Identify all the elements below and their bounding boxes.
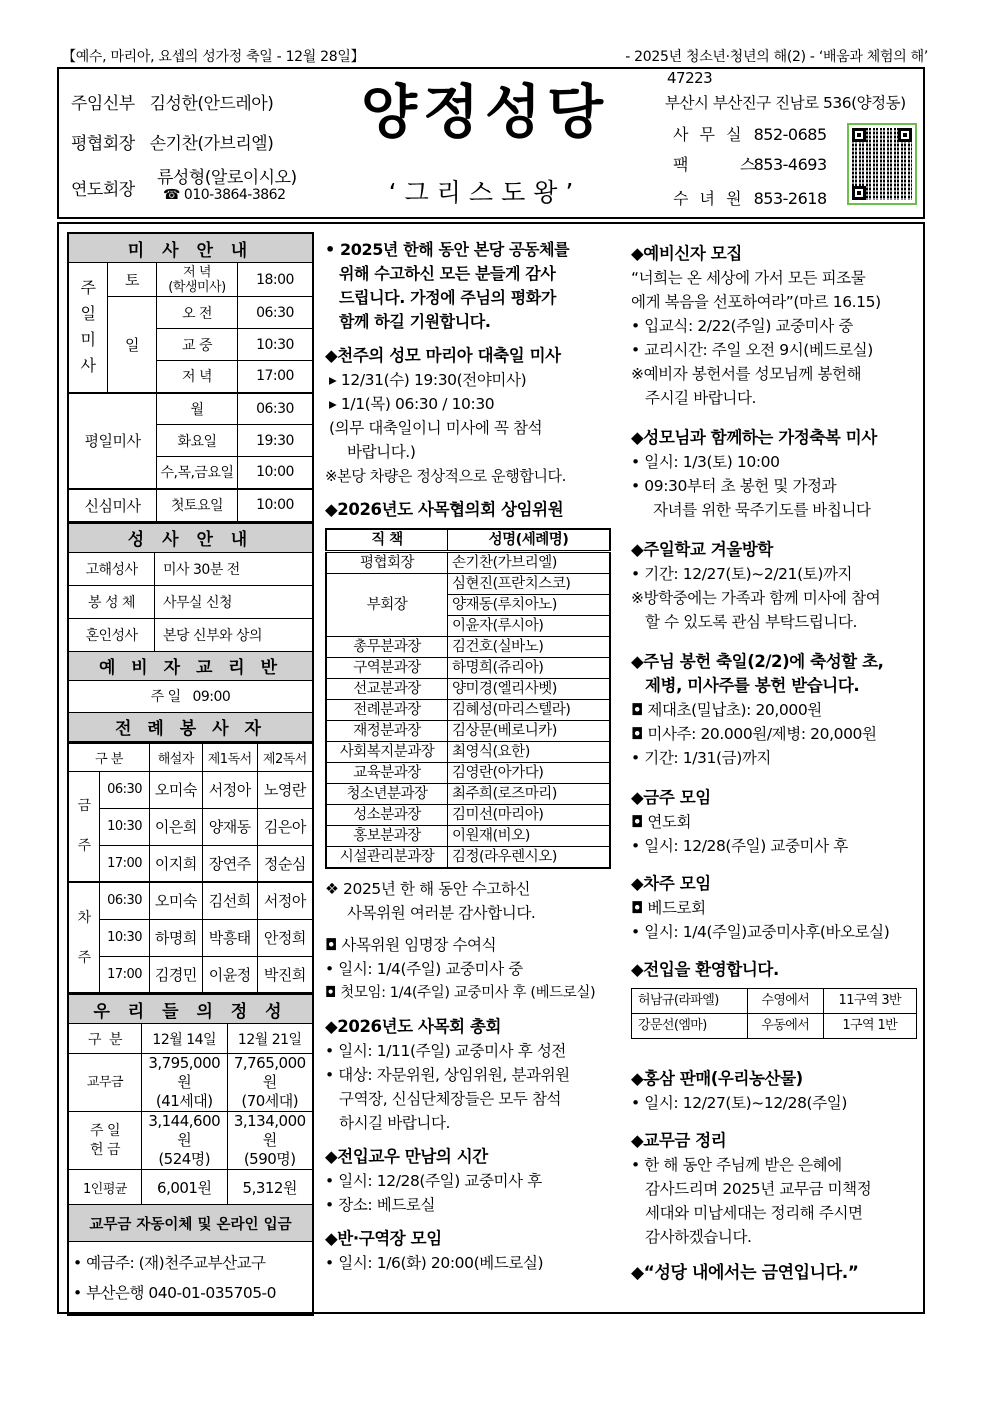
offerings-value: 3,795,000원 (41세대) <box>142 1054 228 1112</box>
contact-fax: 팩 스 853-4693 <box>673 155 827 174</box>
welcome-table: 허남규(라파엘) 수영에서 11구역 3반 강문선(엠마) 우동에서 1구역 1반 <box>631 988 917 1039</box>
council-title: ◆2026년도 사목협의회 상임위원 <box>325 500 564 519</box>
offerings-value: 3,134,000원 (590명) <box>227 1112 313 1170</box>
staff-name: 손기찬(가브리엘) <box>149 134 274 154</box>
contact-convent: 수 녀 원 853-2618 <box>673 189 827 208</box>
sunday-session-time: 17:00 <box>238 361 314 393</box>
weekday-time: 19:30 <box>238 425 314 457</box>
sunday-label: 일 <box>108 297 157 393</box>
weekday-time: 06:30 <box>238 393 314 425</box>
offerings-label: 주 일 헌 금 <box>68 1112 142 1170</box>
contact-office: 사 무 실 852-0685 <box>673 125 827 144</box>
bulletin-header <box>57 67 925 219</box>
commentator: 하명희 <box>150 919 203 956</box>
reader-1: 양재동 <box>202 808 257 845</box>
account-holder: • 예금주: (재)천주교부산교구 <box>73 1254 266 1272</box>
staff-name: 김성한(안드레아) <box>149 94 274 114</box>
offerings-title: 우 리 들 의 정 성 <box>68 995 313 1024</box>
offerings-value: 7,765,000원 (70세대) <box>227 1054 313 1112</box>
offerings-label: 1인평균 <box>68 1170 142 1205</box>
newcomer-meeting-title: ◆전입교우 만남의 시간 <box>325 1147 488 1166</box>
liturgy-time: 10:30 <box>100 808 150 845</box>
sacrament-value: 본당 신부와 상의 <box>155 618 314 651</box>
devotion-mass-label: 신심미사 <box>68 489 157 522</box>
left-column <box>67 232 314 1316</box>
mass-schedule-table <box>67 232 314 523</box>
commentator: 오미숙 <box>150 771 203 808</box>
liturgy-time: 06:30 <box>100 882 150 919</box>
commentator: 김경민 <box>150 956 203 993</box>
reader-2: 서정아 <box>257 882 313 919</box>
next-week-label: 차 주 <box>68 882 100 993</box>
bank-info <box>68 1242 313 1316</box>
devotion-time: 10:00 <box>238 489 314 522</box>
offerings-header: 12월 21일 <box>227 1024 313 1054</box>
phone-icon: ☎ <box>163 187 180 203</box>
liturgy-header: 해설자 <box>150 743 203 771</box>
general-assembly-title: ◆2026년도 사목회 총회 <box>325 1017 502 1036</box>
council-table: 직 책 성명(세례명) 평협회장 손기찬(가브리엘) 부회장 심현진(프란치스코) 양재동(루치아노) 이윤자(루시아) 총무분과장 김건호(실바노) 구역분과장 하명희(쥬리아) 선교분과장 양미경(엘리사벳) 전례분과장 김혜성(마리스텔라) 재정분과장 김상문(베로니카) 사회복지분과장 최영식(요한) 교육분과장 김영란(아가다) 청소년분과장 최주희(로즈마리) 성소분과장 김미선(마리아) 홍보분과장 이원재(비오) 시설관리분과장 김정(라우렌시오) <box>325 528 611 869</box>
marian-mass-note: 바랍니다.) <box>347 443 416 461</box>
bulletin-body <box>57 222 925 1314</box>
council-thanks: ❖ 2025년 한 해 동안 수고하신 <box>325 880 531 898</box>
presentation-title: ◆주님 봉헌 축일(2/2)에 축성할 초, 제병, 미사주를 봉헌 받습니다. <box>631 652 884 695</box>
account-number: • 부산은행 040-01-035705-0 <box>73 1284 277 1302</box>
liturgy-time: 17:00 <box>100 845 150 882</box>
sunday-session-time: 06:30 <box>238 297 314 329</box>
greeting-message: • 2025년 한해 동안 본당 공동체를 위해 수고하신 모든 분들게 감사 드립니다. 가정에 주님의 평화가 함께 하길 기원합니다. <box>325 240 570 331</box>
shuttle-note: ※본당 차량은 정상적으로 운행합니다. <box>325 467 566 485</box>
sunday-session-time: 10:30 <box>238 329 314 361</box>
sacrament-value: 사무실 신청 <box>155 585 314 618</box>
staff-role: 연도회장 <box>71 180 135 200</box>
saturday-evening-label: 저 녁 (학생미사) <box>157 263 238 297</box>
reader-1: 장연주 <box>202 845 257 882</box>
reader-1: 서정아 <box>202 771 257 808</box>
liturgy-header: 제2독서 <box>257 743 313 771</box>
parish-title: 양정성당 <box>360 78 610 146</box>
parish-subtitle: ‘그리스도왕’ <box>388 178 582 207</box>
sunday-session-label: 저 녁 <box>157 361 238 393</box>
staff-pastor <box>71 89 273 114</box>
reader-2: 박진희 <box>257 956 313 993</box>
staff-phone <box>163 187 286 203</box>
liturgy-header: 구 분 <box>68 743 150 771</box>
catechumen-title: ◆예비신자 모집 <box>631 244 742 263</box>
qr-code-icon[interactable] <box>847 123 917 205</box>
mass-schedule-title: 미 사 안 내 <box>68 233 313 263</box>
year-theme-label: - 2025년 청소년·청년의 해(2) - ‘배움과 체험의 해’ <box>625 49 928 65</box>
sunday-school-title: ◆주일학교 겨울방학 <box>631 540 773 559</box>
postcode: 47223 <box>667 69 713 87</box>
sacrament-label: 봉 성 체 <box>68 585 155 618</box>
liturgy-title: 전 례 봉 사 자 <box>68 712 313 742</box>
this-week-label: 금 주 <box>68 771 100 882</box>
transfer-title: 교무금 자동이체 및 온라인 입금 <box>68 1205 313 1242</box>
right-column: ◆예비신자 모집 “너희는 온 세상에 가서 모든 피조물 에게 복음을 선포하여라”(마르 16.15) • 입교식: 2/22(주일) 교중미사 중 • 교리시간: 주일 오전 9시(베드로실) ※예비자 봉헌서를 성모님께 봉헌해 주시길 바랍니다. ◆성모님과 함께하는 가정축복 미사 • 일시: 1/3(토) 10:00 • 09:30부터 초 봉헌 및 가정과 자녀를 위한 묵주기도를 바칩니다 ◆주일학교 겨울방학 • 기간: 12/27(토)~2/21(토)까지 ※방학중에는 가족과 함께 미사에 참여 할 수 있도록 관심 부탁드립니다. ◆주님 봉헌 축일(2/2)에 축성할 초, 제병, 미사주를 봉헌 받습니다. ◘ 제대초(밀납초): 20,000원 ◘ 미사주: 20.000원/제병: 20,000원 • 기간: 1/31(금)까지 ◆금주 모임 ◘ 연도회 • 일시: 12/28(주일) 교중미사 후 ◆차주 모임 ◘ 베드로회 • 일시: 1/4(주일)교중미사후(바오로실) ◆전입을 환영합니다. 허남규(라파엘) 수영에서 11구역 3반 강문선(엠마) 우동에서 1구역 1반 ◆홍삼 판매(우리농산물) • 일시: 12/27(토)~12/28(주일) ◆교무금 정리 • 한 해 동안 주님께 받은 은혜에 감사드리며 2025년 교무금 미책정 세대와 미납세대는 정리해 주시면 감사하겠습니다. ◆“성당 내에서는 금연입니다.” <box>631 238 921 1285</box>
center-column: • 2025년 한해 동안 본당 공동체를 위해 수고하신 모든 분들게 감사 드립니다. 가정에 주님의 평화가 함께 하길 기원합니다. ◆천주의 성모 마리아 대축일 미사 ▸ 12/31(수) 19:30(전야미사) ▸ 1/1(목) 06:30 / 10:30 (의무 대축일이니 미사에 꼭 참석 바랍니다.) ※본당 차량은 정상적으로 운행합니다. ◆2026년도 사목협의회 상임위원 직 책 성명(세례명) 평협회장 손기찬(가브리엘) 부회장 심현진(프란치스코) 양재동(루치아노) 이윤자(루시아) 총무분과장 김건호(실바노) 구역분과장 하명희(쥬리아) 선교분과장 양미경(엘리사벳) 전례분과장 김혜성(마리스텔라) 재정분과장 김상문(베로니카) 사회복지분과장 최영식(요한) 교육분과장 김영란(아가다) 청소년분과장 최주희(로즈마리) 성소분과장 김미선(마리아) 홍보분과장 이원재(비오) 시설관리분과장 김정(라우렌시오) ❖ 2025년 한 해 동안 수고하신 사목위원 여러분 감사합니다. ◘ 사목위원 임명장 수여식 • 일시: 1/4(주일) 교중미사 중 ◘ 첫모임: 1/4(주일) 교중미사 후 (베드로실) ◆2026년도 사목회 총회 • 일시: 1/11(주일) 교중미사 후 성전 • 대상: 자문위원, 상임위원, 분과위원 구역장, 신심단체장들은 모두 참석 하시길 바랍니다. ◆전입교우 만남의 시간 • 일시: 12/28(주일) 교중미사 후 • 장소: 베드로실 ◆반·구역장 모임 • 일시: 1/6(화) 20:00(베드로실) <box>325 238 617 1275</box>
sacrament-label: 고해성사 <box>68 552 155 585</box>
commentator: 이지희 <box>150 845 203 882</box>
council-thanks: 사목위원 여러분 감사합니다. <box>347 904 536 922</box>
welcome-title: ◆전입을 환영합니다. <box>631 960 779 979</box>
marian-mass-line: ▸ 1/1(목) 06:30 / 10:30 <box>329 395 495 413</box>
liturgy-time: 06:30 <box>100 771 150 808</box>
weekday-label: 수,목,금요일 <box>157 457 238 489</box>
reader-1: 이윤정 <box>202 956 257 993</box>
ginseng-sale-title: ◆홍삼 판매(우리농산물) <box>631 1069 803 1088</box>
no-smoking-notice: ◆“성당 내에서는 금연입니다.” <box>631 1263 859 1283</box>
liturgy-time: 17:00 <box>100 956 150 993</box>
reader-2: 노영란 <box>257 771 313 808</box>
reader-1: 김선희 <box>202 882 257 919</box>
marian-mass-title: ◆천주의 성모 마리아 대축일 미사 <box>325 346 561 365</box>
sunday-mass-label: 주 일 미 사 <box>68 263 108 393</box>
leaders-meeting-title: ◆반·구역장 모임 <box>325 1229 442 1248</box>
offerings-header: 12월 14일 <box>142 1024 228 1054</box>
staff-requiem-name: 류성형(알로이시오) <box>157 168 297 188</box>
sunday-session-label: 오 전 <box>157 297 238 329</box>
this-week-meeting-title: ◆금주 모임 <box>631 788 711 807</box>
staff-role: 주임신부 <box>71 94 135 114</box>
offerings-value: 6,001원 <box>142 1170 228 1205</box>
commentator: 오미숙 <box>150 882 203 919</box>
catechumen-class-title: 예 비 자 교 리 반 <box>68 651 313 680</box>
weekday-label: 월 <box>157 393 238 425</box>
offerings-value: 3,144,600원 (524명) <box>142 1112 228 1170</box>
reader-2: 김은아 <box>257 808 313 845</box>
sacrament-label: 혼인성사 <box>68 618 155 651</box>
appointment-info: ◘ 사목위원 임명장 수여식 • 일시: 1/4(주일) 교중미사 중 ◘ 첫모임: 1/4(주일) 교중미사 후 (베드로실) <box>325 936 596 1001</box>
offerings-table <box>67 994 314 1316</box>
top-line <box>62 46 928 66</box>
liturgy-table <box>67 743 314 995</box>
catechumen-class-time: 주 일 09:00 <box>68 680 313 712</box>
sacrament-table <box>67 523 314 743</box>
liturgy-header: 제1독서 <box>202 743 257 771</box>
sacrament-title: 성 사 안 내 <box>68 523 313 552</box>
next-week-meeting-title: ◆차주 모임 <box>631 874 711 893</box>
commentator: 이은희 <box>150 808 203 845</box>
offerings-label: 교무금 <box>68 1054 142 1112</box>
address: 부산시 부산진구 진남로 536(양정동) <box>665 94 906 112</box>
weekday-time: 10:00 <box>238 457 314 489</box>
staff-council-president <box>71 129 273 154</box>
staff-requiem-president <box>71 175 135 200</box>
family-mass-title: ◆성모님과 함께하는 가정축복 미사 <box>631 428 877 447</box>
staff-role: 평협회장 <box>71 134 135 154</box>
sacrament-value: 미사 30분 전 <box>155 552 314 585</box>
feast-day-label: 【예수, 마리아, 요셉의 성가정 축일 - 12월 28일】 <box>62 49 365 65</box>
saturday-time: 18:00 <box>238 263 314 297</box>
reader-1: 박흥태 <box>202 919 257 956</box>
marian-mass-line: ▸ 12/31(수) 19:30(전야미사) <box>329 371 527 389</box>
liturgy-time: 10:30 <box>100 919 150 956</box>
reader-2: 정순심 <box>257 845 313 882</box>
offerings-value: 5,312원 <box>227 1170 313 1205</box>
weekday-mass-label: 평일미사 <box>68 393 157 489</box>
devotion-day: 첫토요일 <box>157 489 238 522</box>
dues-title: ◆교무금 정리 <box>631 1131 727 1150</box>
phone-number: 010-3864-3862 <box>183 187 286 203</box>
offerings-header: 구 분 <box>68 1024 142 1054</box>
reader-2: 안정희 <box>257 919 313 956</box>
saturday-label: 토 <box>108 263 157 297</box>
marian-mass-note: (의무 대축일이니 미사에 꼭 참석 <box>329 419 543 437</box>
sunday-session-label: 교 중 <box>157 329 238 361</box>
weekday-label: 화요일 <box>157 425 238 457</box>
